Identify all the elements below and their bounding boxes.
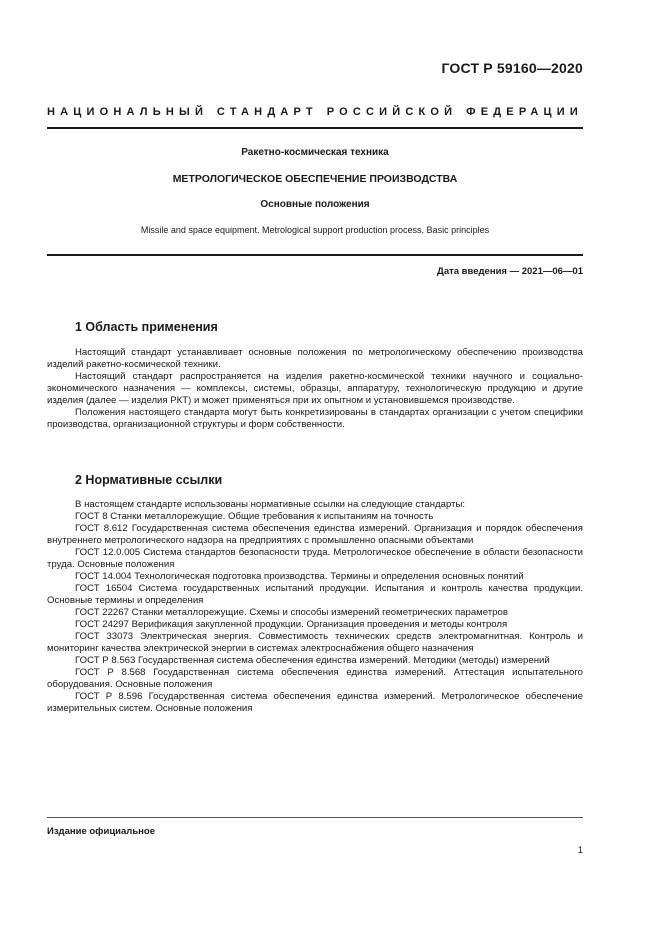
subject-line: Ракетно-космическая техника — [241, 147, 389, 158]
reference-item: ГОСТ 16504 Система государственных испытаний продукции. Испытания и контроль качества продукции. Основные термины и определения — [47, 583, 583, 606]
reference-item: ГОСТ 22267 Станки металлорежущие. Схемы и способы измерений геометрических параметров — [75, 607, 508, 618]
edition-label: Издание официальное — [47, 826, 155, 837]
reference-item: ГОСТ Р 8.596 Государственная система обеспечения единства измерений. Метрологическое обеспечение измерительных систем. Основные положения — [47, 691, 583, 714]
paragraph: В настоящем стандарте использованы нормативные ссылки на следующие стандарты: — [75, 499, 466, 510]
reference-item: ГОСТ 14.004 Технологическая подготовка производства. Термины и определения основных понятий — [75, 571, 524, 582]
reference-item: ГОСТ Р 8.563 Государственная система обеспечения единства измерений. Методики (методы) измерений — [75, 655, 550, 666]
gost-number: ГОСТ Р 59160—2020 — [441, 60, 583, 76]
page-number: 1 — [577, 845, 583, 856]
introduction-date: Дата введения — 2021—06—01 — [437, 266, 583, 277]
middle-rule — [47, 254, 583, 256]
footer-rule — [47, 817, 583, 818]
document-subtitle: Основные положения — [260, 199, 370, 210]
paragraph: Настоящий стандарт распространяется на изделия ракетно-космической техники научного и социально-экономического назначения — комплексы, системы, образцы, аппаратуру, технологическую продукцию и другие изделия (далее — изделия РКТ) и может применяться при их опытном и установившемся производстве. — [47, 371, 583, 406]
document-title: МЕТРОЛОГИЧЕСКОЕ ОБЕСПЕЧЕНИЕ ПРОИЗВОДСТВА — [172, 173, 458, 185]
reference-item: ГОСТ 8 Станки металлорежущие. Общие требования к испытаниям на точность — [75, 511, 434, 522]
section-2-heading: 2 Нормативные ссылки — [75, 473, 223, 487]
section-1-body — [47, 347, 583, 431]
reference-item: ГОСТ 12.0.005 Система стандартов безопасности труда. Метрологическое обеспечение в области безопасности труда. Основные положения — [47, 547, 583, 570]
reference-item: ГОСТ 8.612 Государственная система обеспечения единства измерений. Организация и порядок обеспечения внутреннего метрологического надзора на предприятиях с промышленно опасными объектами — [47, 523, 583, 546]
top-rule — [47, 127, 583, 129]
national-standard-banner: НАЦИОНАЛЬНЫЙ СТАНДАРТ РОССИЙСКОЙ ФЕДЕРАЦИИ — [47, 106, 583, 118]
section-2-body — [47, 499, 583, 715]
reference-item: ГОСТ 33073 Электрическая энергия. Совместимость технических средств электромагнитная. Контроль и мониторинг качества электрической энергии в системах электроснабжения общего назначения — [47, 631, 583, 654]
section-1-heading: 1 Область применения — [75, 320, 218, 334]
english-title: Missile and space equipment. Metrological support production process. Basic principles — [140, 225, 490, 235]
reference-item: ГОСТ Р 8.568 Государственная система обеспечения единства измерений. Аттестация испытательного оборудования. Основные положения — [47, 667, 583, 690]
paragraph: Положения настоящего стандарта могут быть конкретизированы в стандартах организации с учетом специфики производства, организационной структуры и форм собственности. — [47, 407, 583, 430]
reference-item: ГОСТ 24297 Верификация закупленной продукции. Организация проведения и методы контроля — [75, 619, 508, 630]
paragraph: Настоящий стандарт устанавливает основные положения по метрологическому обеспечению производства изделий ракетно-космической техники. — [47, 347, 583, 370]
